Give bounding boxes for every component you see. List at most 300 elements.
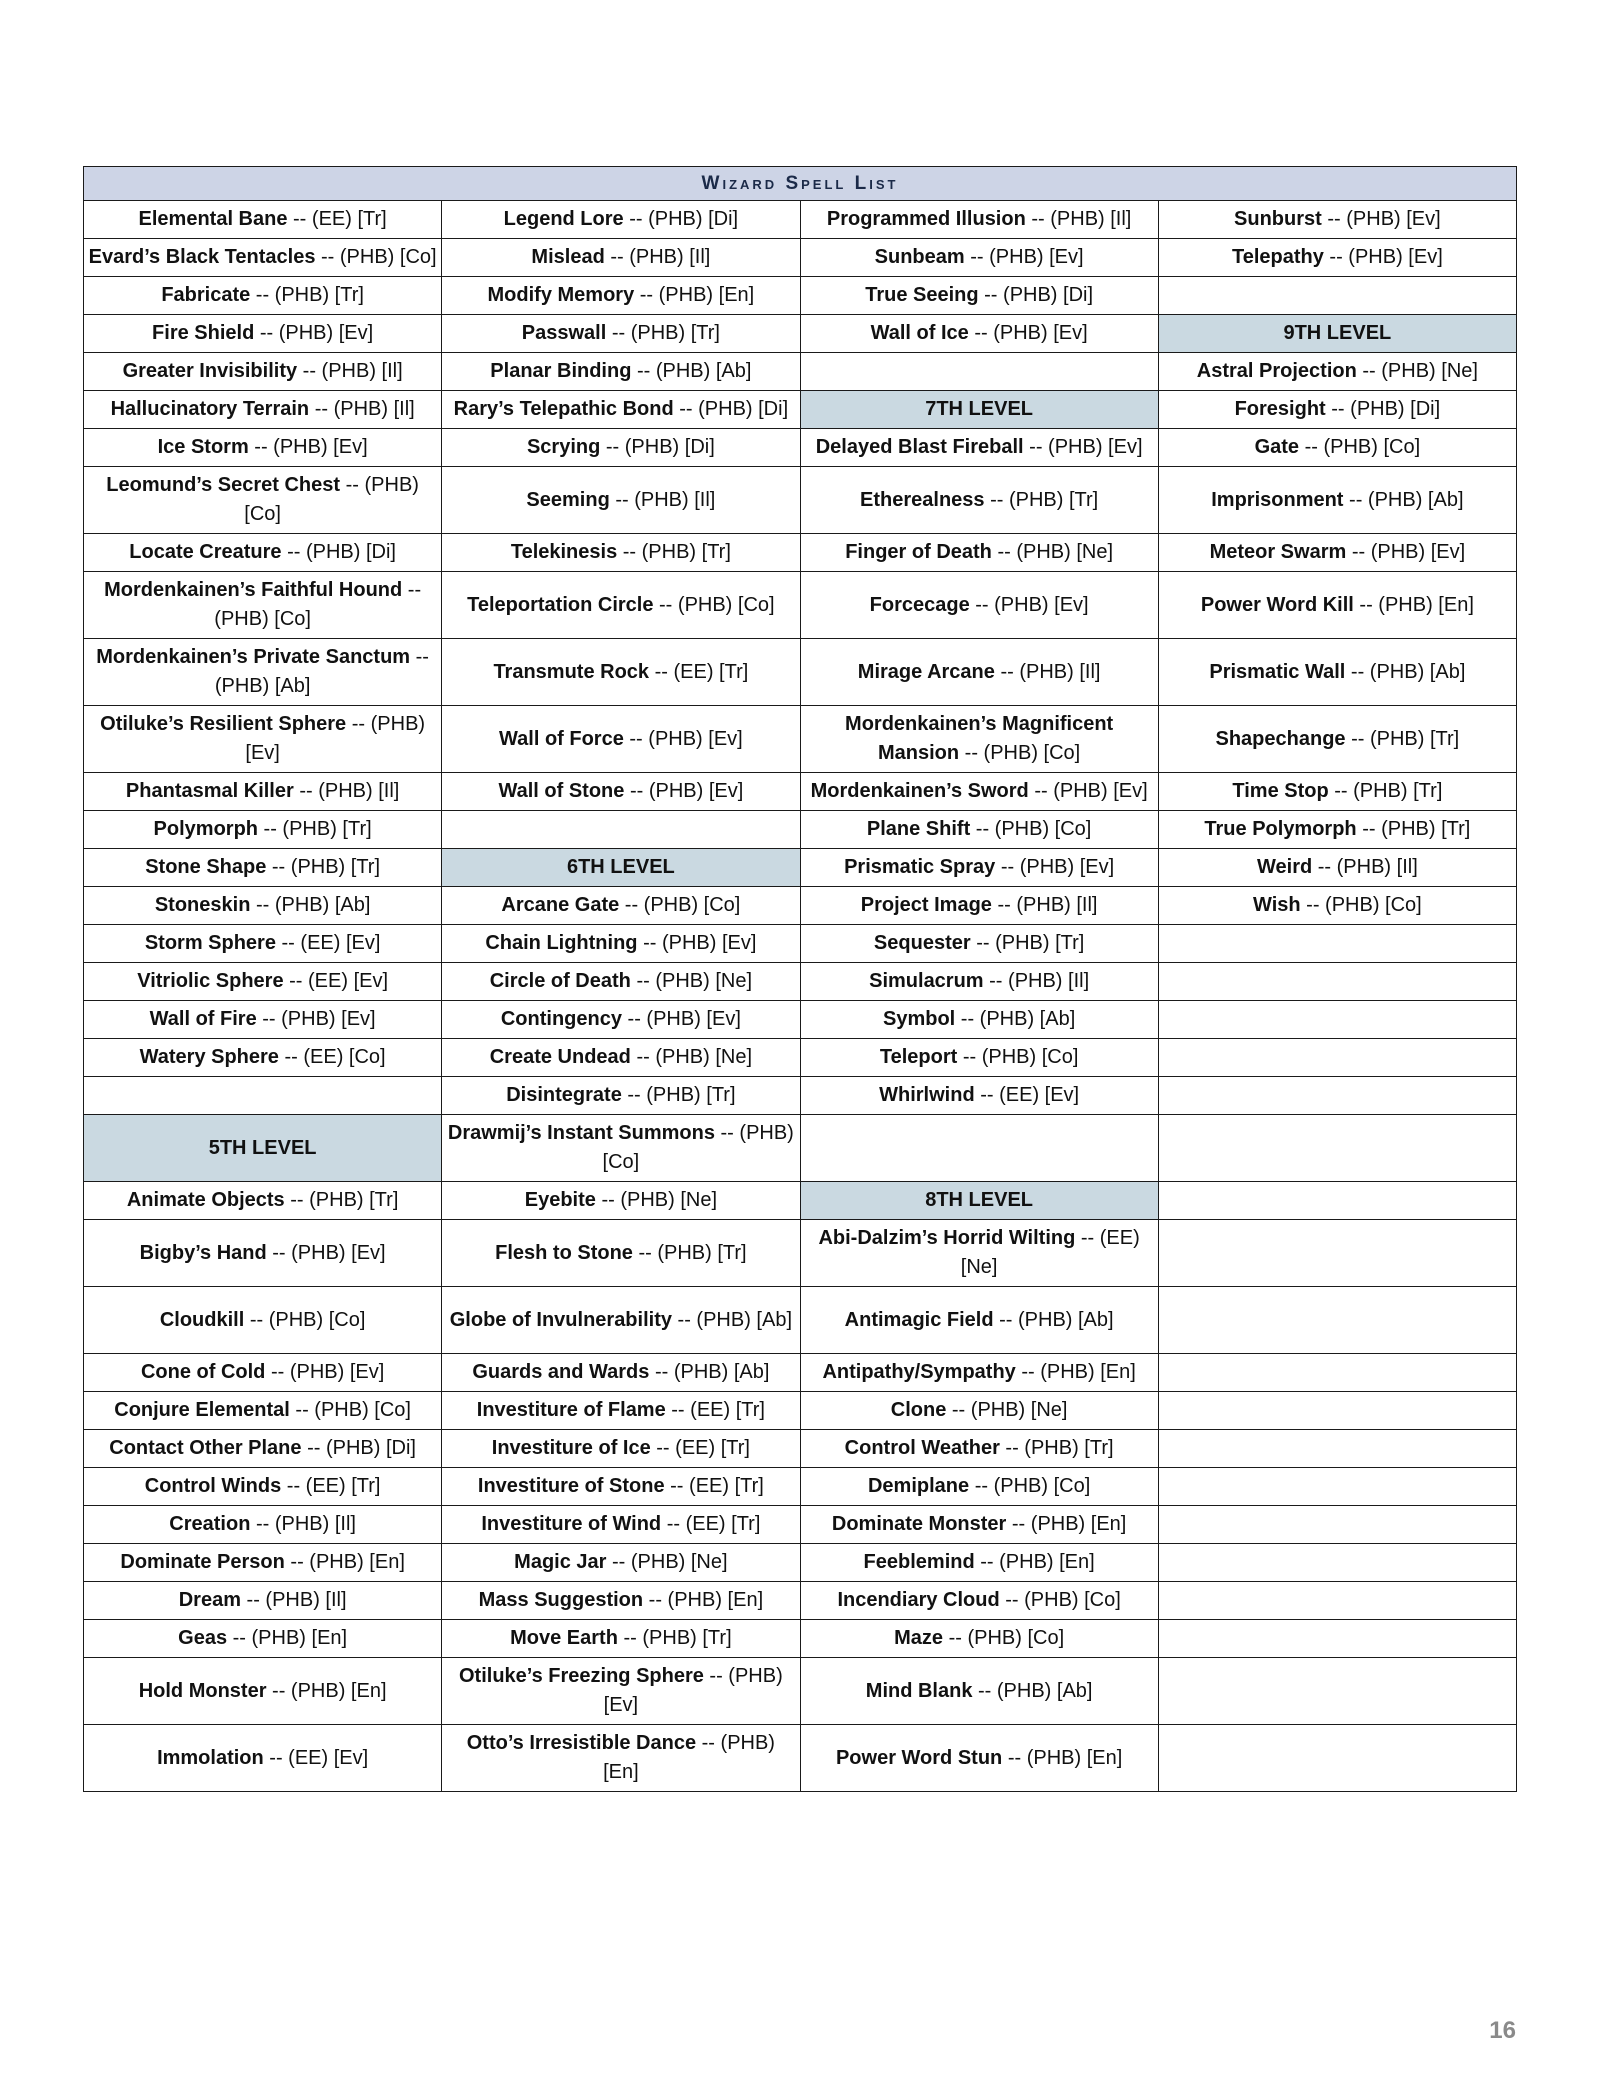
spell-name: Mordenkainen’s Faithful Hound: [104, 579, 403, 601]
spell-cell: [1158, 811, 1516, 849]
spell-cell: [800, 315, 1158, 353]
table-row: [84, 1287, 1517, 1354]
spell-source: -- (PHB) [En]: [603, 1732, 775, 1783]
spell-source: -- (PHB) [Di]: [281, 541, 396, 563]
spell-name: Programmed Illusion: [826, 208, 1026, 230]
spell-source: -- (PHB) [En]: [1006, 1513, 1127, 1535]
spell-cell: [1158, 706, 1516, 773]
spell-cell: [442, 1725, 800, 1792]
empty-cell: [1158, 1392, 1516, 1430]
spell-cell: [442, 925, 800, 963]
table-row: [84, 1506, 1517, 1544]
spell-cell: [84, 1392, 442, 1430]
spell-name: Prismatic Spray: [844, 856, 996, 878]
spell-name: Antimagic Field: [844, 1308, 994, 1331]
spell-name: Cone of Cold: [140, 1361, 266, 1383]
empty-cell: [1158, 1725, 1516, 1792]
spell-name: Mind Blank: [865, 1679, 973, 1702]
spell-name: Dominate Person: [120, 1551, 285, 1573]
spell-name: Otiluke’s Resilient Sphere: [100, 713, 347, 735]
spell-name: Investiture of Ice: [491, 1437, 651, 1459]
spell-source: -- (PHB) [En]: [284, 1551, 405, 1573]
spell-source: -- (PHB) [En]: [634, 284, 755, 306]
spell-cell: [84, 925, 442, 963]
spell-name: Wall of Stone: [498, 780, 625, 802]
spell-source: -- (EE) [Tr]: [665, 1399, 765, 1421]
spell-source: -- (PHB) [Tr]: [266, 856, 381, 878]
spell-cell: [442, 467, 800, 534]
spell-source: -- (PHB) [Ne]: [595, 1189, 718, 1211]
spell-source: -- (PHB) [Ev]: [1321, 208, 1441, 230]
spell-name: Weird: [1257, 856, 1313, 878]
spell-source: -- (PHB) [Il]: [983, 970, 1090, 992]
spell-cell: [800, 1354, 1158, 1392]
table-row: [84, 467, 1517, 534]
spell-name: Drawmij’s Instant Summons: [447, 1122, 715, 1144]
spell-source: -- (PHB) [Di]: [1325, 398, 1441, 420]
empty-cell: [442, 811, 800, 849]
spell-name: Dream: [178, 1589, 241, 1611]
spell-cell: [800, 1468, 1158, 1506]
spell-source: -- (EE) [Ev]: [283, 970, 389, 992]
spell-source: -- (PHB) [Ab]: [993, 1308, 1114, 1331]
table-row: [84, 811, 1517, 849]
spell-cell: [800, 534, 1158, 572]
spell-name: Vitriolic Sphere: [137, 970, 284, 992]
spell-cell: [800, 1506, 1158, 1544]
spell-source: -- (PHB) [Tr]: [632, 1241, 747, 1264]
spell-name: Move Earth: [510, 1627, 618, 1649]
spell-source: -- (EE) [Co]: [278, 1046, 386, 1068]
spell-source: -- (PHB) [Ev]: [624, 780, 744, 802]
table-row: [84, 391, 1517, 429]
spell-source: -- (PHB) [Ab]: [955, 1008, 1076, 1030]
table-row: [84, 1582, 1517, 1620]
spell-cell: [800, 1658, 1158, 1725]
spell-name: Mislead: [531, 246, 605, 268]
spell-cell: [800, 1039, 1158, 1077]
spell-cell: [84, 1506, 442, 1544]
spell-source: -- (PHB) [Ne]: [991, 541, 1114, 563]
spell-cell: [442, 1620, 800, 1658]
spell-source: -- (PHB) [Di]: [600, 436, 715, 458]
table-row: [84, 1725, 1517, 1792]
level-header: 9TH LEVEL: [1158, 315, 1516, 353]
spell-source: -- (PHB) [Co]: [244, 474, 419, 525]
spell-source: -- (PHB) [En]: [974, 1551, 1095, 1573]
spell-cell: [84, 429, 442, 467]
table-row: [84, 1544, 1517, 1582]
spell-cell: [84, 887, 442, 925]
spell-cell: [442, 1077, 800, 1115]
spell-name: Seeming: [526, 488, 610, 511]
table-title: Wizard Spell List: [84, 167, 1517, 201]
spell-name: Legend Lore: [503, 208, 624, 230]
spell-source: -- (PHB) [Ne]: [606, 1551, 728, 1573]
spell-name: Flesh to Stone: [495, 1241, 633, 1264]
spell-cell: [84, 773, 442, 811]
spell-name: Globe of Invulnerability: [449, 1308, 672, 1331]
table-row: [84, 201, 1517, 239]
spell-name: Symbol: [882, 1008, 956, 1030]
spell-source: -- (PHB) [En]: [1015, 1361, 1136, 1383]
spell-name: Mordenkainen’s Magnificent Mansion: [845, 713, 1114, 764]
spell-name: Creation: [169, 1513, 251, 1535]
spell-name: Delayed Blast Fireball: [815, 436, 1024, 458]
spell-cell: [800, 811, 1158, 849]
spell-name: Foresight: [1234, 398, 1326, 420]
table-row: [84, 1430, 1517, 1468]
spell-name: Polymorph: [153, 818, 258, 840]
spell-source: -- (PHB) [En]: [1002, 1746, 1123, 1769]
spell-name: Dominate Monster: [831, 1513, 1007, 1535]
spell-name: Hallucinatory Terrain: [110, 398, 310, 420]
spell-name: Teleportation Circle: [467, 593, 654, 616]
spell-cell: [442, 706, 800, 773]
spell-cell: [84, 1287, 442, 1354]
spell-cell: [84, 1725, 442, 1792]
spell-cell: [800, 1544, 1158, 1582]
spell-source: -- (PHB) [Tr]: [617, 1627, 732, 1649]
spell-cell: [442, 1430, 800, 1468]
table-row: [84, 239, 1517, 277]
spell-source: -- (PHB) [Co]: [602, 1122, 794, 1173]
empty-cell: [800, 1115, 1158, 1182]
empty-cell: [1158, 925, 1516, 963]
level-header: 6TH LEVEL: [442, 849, 800, 887]
spell-name: Whirlwind: [879, 1084, 975, 1106]
spell-cell: [84, 353, 442, 391]
table-row: [84, 1620, 1517, 1658]
spell-cell: [84, 639, 442, 706]
spell-name: Arcane Gate: [501, 894, 620, 916]
spell-name: Abi-Dalzim’s Horrid Wilting: [818, 1227, 1076, 1249]
spell-cell: [84, 706, 442, 773]
spell-source: -- (PHB) [Ab]: [972, 1679, 1093, 1702]
table-row: [84, 1392, 1517, 1430]
empty-cell: [1158, 1658, 1516, 1725]
spell-source: -- (PHB) [Ab]: [1343, 488, 1464, 511]
spell-name: Elemental Bane: [138, 208, 288, 230]
spell-name: Stoneskin: [154, 894, 251, 916]
spell-name: Time Stop: [1232, 780, 1329, 802]
spell-source: -- (PHB) [Il]: [309, 398, 415, 420]
spell-name: Scrying: [526, 436, 601, 458]
spell-cell: [84, 467, 442, 534]
spell-rows: [84, 201, 1517, 1792]
spell-name: Incendiary Cloud: [837, 1589, 1000, 1611]
spell-name: Planar Binding: [490, 360, 632, 382]
spell-source: -- (PHB) [Ev]: [256, 1008, 376, 1030]
spell-cell: [84, 534, 442, 572]
spell-cell: [1158, 201, 1516, 239]
spell-cell: [442, 773, 800, 811]
spell-source: -- (PHB) [Di]: [673, 398, 789, 420]
spell-name: Astral Projection: [1196, 360, 1357, 382]
empty-cell: [1158, 1220, 1516, 1287]
spell-source: -- (PHB) [Ev]: [623, 727, 743, 750]
spell-cell: [84, 572, 442, 639]
spell-name: Stone Shape: [145, 856, 267, 878]
spell-cell: [800, 1001, 1158, 1039]
spell-source: -- (PHB) [Ev]: [1023, 436, 1143, 458]
spell-name: Ice Storm: [157, 436, 249, 458]
table-row: [84, 706, 1517, 773]
spell-name: Teleport: [879, 1046, 958, 1068]
spell-source: -- (PHB) [Ev]: [621, 1008, 741, 1030]
spell-name: Greater Invisibility: [122, 360, 298, 382]
spell-cell: [800, 963, 1158, 1001]
spell-name: Antipathy/Sympathy: [822, 1361, 1016, 1383]
level-header: 8TH LEVEL: [800, 1182, 1158, 1220]
spell-source: -- (PHB) [Il]: [1312, 856, 1418, 878]
spell-cell: [800, 1620, 1158, 1658]
spell-name: Project Image: [860, 894, 992, 916]
spell-source: -- (PHB) [Ab]: [250, 894, 371, 916]
spell-source: -- (PHB) [Ev]: [637, 932, 757, 954]
table-row: [84, 963, 1517, 1001]
spell-cell: [84, 1620, 442, 1658]
spell-name: Hold Monster: [138, 1679, 267, 1702]
spell-name: Wish: [1253, 894, 1301, 916]
spell-name: Power Word Stun: [835, 1746, 1003, 1769]
spell-cell: [800, 639, 1158, 706]
spell-source: -- (PHB) [Ev]: [964, 246, 1084, 268]
spell-name: Create Undead: [489, 1046, 631, 1068]
spell-name: Finger of Death: [845, 541, 992, 563]
spell-cell: [84, 391, 442, 429]
spell-name: Feeblemind: [863, 1551, 975, 1573]
spell-name: Meteor Swarm: [1209, 541, 1347, 563]
spell-name: Chain Lightning: [485, 932, 638, 954]
spell-source: -- (PHB) [Tr]: [250, 284, 364, 306]
spell-name: Demiplane: [867, 1475, 970, 1497]
spell-cell: [442, 1582, 800, 1620]
spell-cell: [442, 1039, 800, 1077]
spell-source: -- (PHB) [Di]: [301, 1437, 416, 1459]
spell-cell: [442, 572, 800, 639]
spell-cell: [442, 534, 800, 572]
spell-source: -- (PHB) [Di]: [623, 208, 739, 230]
table-row: [84, 639, 1517, 706]
spell-source: -- (PHB) [Tr]: [258, 818, 372, 840]
spell-source: -- (PHB) [Co]: [244, 1308, 366, 1331]
empty-cell: [1158, 1077, 1516, 1115]
spell-source: -- (PHB) [Il]: [240, 1589, 347, 1611]
spell-source: -- (PHB) [Ne]: [630, 970, 753, 992]
spell-name: Conjure Elemental: [114, 1399, 290, 1421]
table-row: [84, 1354, 1517, 1392]
spell-source: -- (PHB) [Tr]: [1345, 727, 1460, 750]
spell-name: Prismatic Wall: [1209, 660, 1346, 683]
spell-cell: [1158, 239, 1516, 277]
spell-cell: [442, 277, 800, 315]
spell-name: Transmute Rock: [493, 660, 650, 683]
spell-source: -- (PHB) [Il]: [604, 246, 711, 268]
spell-name: Bigby’s Hand: [139, 1241, 267, 1264]
spell-name: Telepathy: [1231, 246, 1324, 268]
spell-name: Fabricate: [161, 284, 251, 306]
spell-name: Contact Other Plane: [109, 1437, 302, 1459]
spell-cell: [1158, 887, 1516, 925]
spell-name: Control Weather: [844, 1437, 1000, 1459]
spell-source: -- (PHB) [Co]: [957, 1046, 1079, 1068]
spell-source: -- (EE) [Tr]: [281, 1475, 381, 1497]
spell-cell: [800, 429, 1158, 467]
spell-name: Magic Jar: [514, 1551, 607, 1573]
spell-cell: [442, 1468, 800, 1506]
spell-cell: [442, 639, 800, 706]
spell-source: -- (PHB) [Il]: [609, 488, 716, 511]
table-row: [84, 773, 1517, 811]
spell-source: -- (PHB) [En]: [643, 1589, 764, 1611]
spell-name: Control Winds: [144, 1475, 282, 1497]
spell-cell: [442, 1544, 800, 1582]
spell-name: Mirage Arcane: [857, 660, 995, 683]
spell-cell: [800, 1430, 1158, 1468]
spell-cell: [84, 1220, 442, 1287]
empty-cell: [1158, 1506, 1516, 1544]
table-row: [84, 277, 1517, 315]
spell-cell: [800, 1392, 1158, 1430]
spell-source: -- (PHB) [Tr]: [1328, 780, 1443, 802]
spell-cell: [442, 353, 800, 391]
spell-source: -- (PHB) [Il]: [994, 660, 1101, 683]
table-row: [84, 534, 1517, 572]
spell-cell: [800, 201, 1158, 239]
spell-source: -- (PHB) [Ab]: [631, 360, 752, 382]
empty-cell: [1158, 1001, 1516, 1039]
spell-cell: [1158, 639, 1516, 706]
spell-cell: [84, 239, 442, 277]
spell-source: -- (PHB) [Tr]: [984, 488, 1099, 511]
spell-source: -- (PHB) [Ab]: [671, 1308, 792, 1331]
empty-cell: [1158, 1115, 1516, 1182]
spell-source: -- (EE) [Ev]: [263, 1746, 369, 1769]
empty-cell: [1158, 1354, 1516, 1392]
spell-cell: [442, 1115, 800, 1182]
spell-source: -- (PHB) [Il]: [991, 894, 1098, 916]
spell-source: -- (PHB) [Ev]: [1346, 541, 1466, 563]
spell-name: Modify Memory: [487, 284, 635, 306]
spell-source: -- (PHB) [Co]: [619, 894, 741, 916]
spell-source: -- (PHB) [Ev]: [995, 856, 1115, 878]
spell-name: Passwall: [521, 322, 607, 344]
spell-cell: [800, 467, 1158, 534]
spell-name: Leomund’s Secret Chest: [106, 474, 341, 496]
table-row: [84, 1115, 1517, 1182]
spell-cell: [800, 773, 1158, 811]
spell-source: -- (PHB) [Tr]: [970, 932, 1085, 954]
spell-source: -- (EE) [Tr]: [650, 1437, 750, 1459]
spell-source: -- (PHB) [Ev]: [1323, 246, 1443, 268]
spell-name: Mordenkainen’s Sword: [810, 780, 1029, 802]
spell-cell: [442, 1001, 800, 1039]
spell-cell: [800, 887, 1158, 925]
spell-name: Storm Sphere: [144, 932, 276, 954]
spell-source: -- (PHB) [Ev]: [265, 1361, 385, 1383]
spell-source: -- (PHB) [Co]: [1299, 436, 1421, 458]
spell-name: Evard’s Black Tentacles: [88, 246, 316, 268]
spell-cell: [84, 1182, 442, 1220]
spell-cell: [84, 849, 442, 887]
empty-cell: [1158, 1620, 1516, 1658]
spell-cell: [442, 429, 800, 467]
spell-source: -- (PHB) [Co]: [315, 246, 437, 268]
table-row: [84, 849, 1517, 887]
spell-name: Disintegrate: [506, 1084, 622, 1106]
spell-source: -- (EE) [Tr]: [664, 1475, 764, 1497]
spell-cell: [84, 315, 442, 353]
spell-name: Power Word Kill: [1200, 593, 1354, 616]
spell-source: -- (PHB) [Ev]: [245, 713, 426, 764]
spell-source: -- (PHB) [Ab]: [1345, 660, 1466, 683]
spell-name: Forcecage: [869, 593, 970, 616]
spell-cell: [1158, 391, 1516, 429]
spell-cell: [800, 1077, 1158, 1115]
spell-cell: [800, 1287, 1158, 1354]
spell-name: Simulacrum: [869, 970, 984, 992]
spell-source: -- (PHB) [Tr]: [617, 541, 731, 563]
spell-name: Eyebite: [524, 1189, 596, 1211]
spell-cell: [442, 1506, 800, 1544]
spell-source: -- (PHB) [Co]: [289, 1399, 411, 1421]
table-row: [84, 1001, 1517, 1039]
spell-cell: [442, 201, 800, 239]
empty-cell: [1158, 1582, 1516, 1620]
empty-cell: [1158, 1468, 1516, 1506]
empty-cell: [800, 353, 1158, 391]
table-row: [84, 572, 1517, 639]
spell-cell: [442, 1392, 800, 1430]
table-row: [84, 1468, 1517, 1506]
spell-source: -- (PHB) [Tr]: [1356, 818, 1471, 840]
spell-name: Imprisonment: [1211, 488, 1344, 511]
spell-name: Animate Objects: [126, 1189, 285, 1211]
spell-cell: [1158, 429, 1516, 467]
spell-name: Phantasmal Killer: [125, 780, 294, 802]
spell-cell: [1158, 773, 1516, 811]
spell-name: Gate: [1254, 436, 1300, 458]
spell-cell: [800, 572, 1158, 639]
spell-cell: [442, 391, 800, 429]
spell-source: -- (PHB) [Il]: [250, 1513, 356, 1535]
spell-name: Etherealness: [860, 488, 985, 511]
spell-source: -- (PHB) [Il]: [1025, 208, 1132, 230]
spell-name: Watery Sphere: [139, 1046, 279, 1068]
spell-name: Immolation: [157, 1746, 264, 1769]
spell-source: -- (EE) [Tr]: [649, 660, 749, 683]
spell-cell: [800, 849, 1158, 887]
spell-source: -- (PHB) [Il]: [297, 360, 403, 382]
spell-name: Investiture of Flame: [476, 1399, 666, 1421]
spell-name: Geas: [178, 1627, 228, 1649]
spell-name: Wall of Ice: [870, 322, 969, 344]
spell-name: Investiture of Stone: [477, 1475, 665, 1497]
spell-cell: [84, 1354, 442, 1392]
spell-name: True Polymorph: [1204, 818, 1357, 840]
spell-name: Otiluke’s Freezing Sphere: [458, 1665, 704, 1687]
spell-source: -- (PHB) [Ne]: [946, 1399, 1068, 1421]
spell-source: -- (PHB) [Il]: [293, 780, 400, 802]
spell-source: -- (PHB) [Ev]: [266, 1241, 386, 1264]
spell-source: -- (PHB) [Ev]: [969, 593, 1089, 616]
spell-cell: [1158, 572, 1516, 639]
table-row: [84, 353, 1517, 391]
spell-source: -- (PHB) [Tr]: [621, 1084, 736, 1106]
spell-name: Contingency: [500, 1008, 622, 1030]
spell-cell: [84, 1001, 442, 1039]
